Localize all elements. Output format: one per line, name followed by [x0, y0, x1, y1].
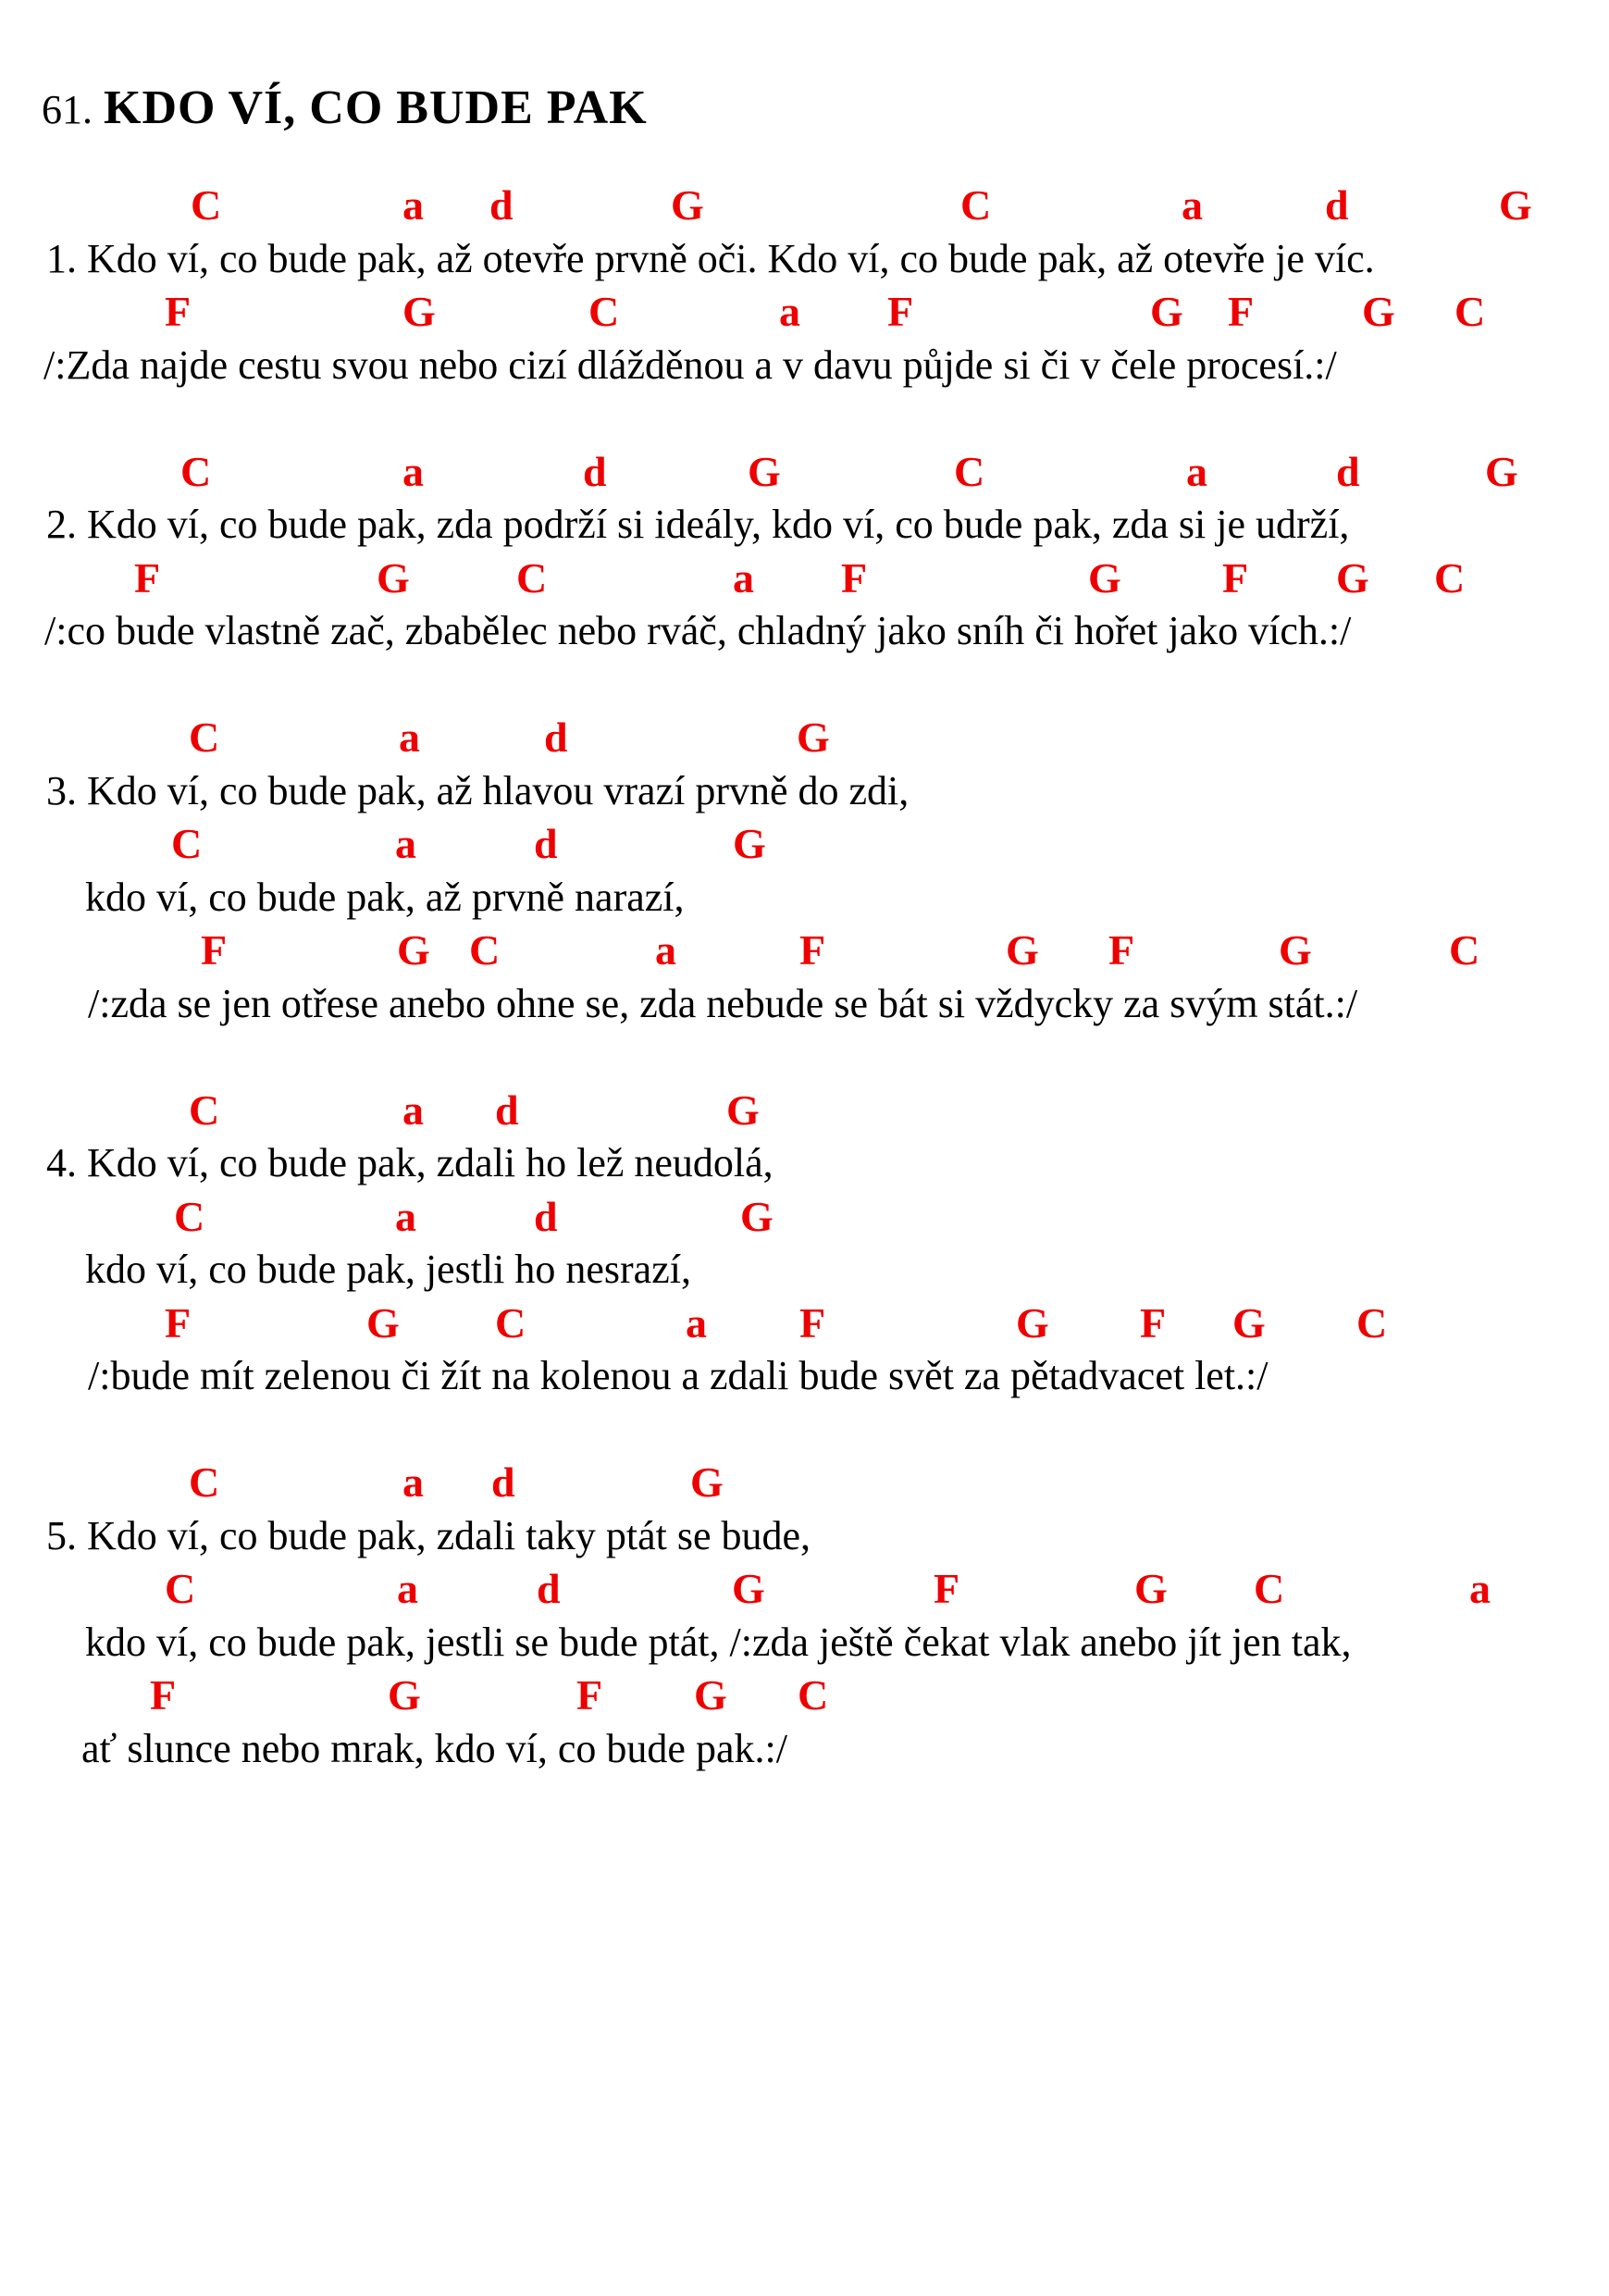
- chord-label: G: [366, 1298, 400, 1347]
- chord-label: a: [733, 553, 754, 602]
- chord-label: C: [588, 288, 620, 335]
- chord-label: G: [402, 288, 436, 335]
- chord-label: G: [1279, 926, 1312, 974]
- chord-label: C: [495, 1298, 526, 1347]
- chord-row: [0, 1456, 1609, 1509]
- chord-label: C: [191, 181, 222, 229]
- chord-label: G: [732, 1565, 765, 1612]
- chord-row: [0, 924, 1609, 977]
- chord-label: F: [799, 1298, 826, 1347]
- chord-row: [0, 1562, 1609, 1616]
- chord-label: d: [534, 820, 558, 867]
- chord-label: G: [1006, 926, 1039, 974]
- chord-row: [0, 179, 1609, 232]
- chord-row: [0, 445, 1609, 499]
- chord-label: a: [1469, 1565, 1491, 1612]
- chord-label: C: [1356, 1298, 1388, 1347]
- verse-gap: [0, 391, 1609, 445]
- chord-row: [0, 1190, 1609, 1244]
- chord-label: d: [495, 1086, 519, 1134]
- chord-label: G: [1499, 181, 1532, 229]
- chord-label: C: [174, 1192, 205, 1240]
- song-header: [0, 0, 1609, 135]
- chord-label: C: [180, 447, 212, 495]
- chord-label: d: [534, 1192, 558, 1240]
- chord-label: d: [1325, 181, 1349, 229]
- chord-label: a: [397, 1565, 418, 1612]
- chord-label: G: [1336, 553, 1369, 602]
- chord-label: F: [150, 1671, 177, 1719]
- chord-label: G: [1134, 1565, 1168, 1612]
- chord-label: C: [798, 1671, 829, 1719]
- chord-label: F: [165, 288, 192, 335]
- chord-label: G: [377, 553, 410, 602]
- chord-label: C: [516, 553, 548, 602]
- chord-label: d: [489, 181, 514, 229]
- chord-label: F: [799, 926, 826, 974]
- chord-row: [0, 285, 1609, 339]
- chord-label: F: [165, 1298, 192, 1347]
- lyric-line: /:co bude vlastně zač, zbabělec nebo rváč, chladný jako sníh či hořet jako vích.:/: [44, 608, 1352, 653]
- lyric-line: 4. Kdo ví, co bude pak, zdali ho lež neudolá,: [46, 1140, 774, 1185]
- chord-label: G: [388, 1671, 421, 1719]
- chord-label: G: [397, 926, 430, 974]
- chord-label: C: [171, 820, 203, 867]
- verse-gap: [0, 1403, 1609, 1457]
- lyric-line: /:Zda najde cestu svou nebo cizí dlážděnou a v davu půjde si či v čele procesí.:/: [43, 341, 1337, 388]
- chord-label: a: [402, 1086, 424, 1134]
- chord-label: G: [1088, 553, 1121, 602]
- lyric-line: /:zda se jen otřese anebo ohne se, zda nebude se bát si vždycky za svým stát.:/: [88, 980, 1358, 1026]
- chord-label: C: [1449, 926, 1480, 974]
- chord-label: G: [733, 820, 766, 867]
- chord-label: G: [1362, 288, 1395, 335]
- chord-row: [0, 817, 1609, 871]
- chord-label: a: [1186, 447, 1207, 495]
- song-number: 61.: [42, 87, 93, 132]
- lyric-line: kdo ví, co bude pak, až prvně narazí,: [85, 874, 685, 920]
- chord-label: G: [726, 1086, 760, 1134]
- chord-label: F: [1228, 288, 1255, 335]
- chord-label: G: [671, 181, 704, 229]
- chord-row: [0, 1084, 1609, 1137]
- chord-label: G: [797, 714, 830, 761]
- chord-label: C: [1434, 553, 1466, 602]
- chord-label: a: [399, 714, 420, 761]
- chord-label: F: [201, 926, 228, 974]
- chord-label: C: [189, 1458, 220, 1506]
- song-verses: [0, 179, 1609, 1775]
- lyric-line: /:bude mít zelenou či žít na kolenou a zdali bude svět za pětadvacet let.:/: [88, 1353, 1269, 1398]
- chord-label: a: [779, 288, 800, 335]
- chord-label: d: [1336, 447, 1360, 495]
- song-title: KDO VÍ, CO BUDE PAK: [104, 81, 648, 134]
- chord-label: G: [740, 1192, 774, 1240]
- chord-label: C: [954, 447, 985, 495]
- lyric-line: kdo ví, co bude pak, jestli se bude ptát, /:zda ještě čekat vlak anebo jít jen tak,: [85, 1619, 1352, 1665]
- chord-label: G: [690, 1458, 724, 1506]
- chord-label: G: [1150, 288, 1183, 335]
- chord-label: F: [134, 553, 161, 602]
- chord-label: G: [694, 1671, 727, 1719]
- chord-label: C: [189, 1086, 220, 1134]
- lyric-line: kdo ví, co bude pak, jestli ho nesrazí,: [85, 1247, 691, 1292]
- lyric-line: ať slunce nebo mrak, kdo ví, co bude pak.:/: [81, 1725, 787, 1771]
- chord-label: C: [1254, 1565, 1285, 1612]
- chord-label: F: [576, 1671, 603, 1719]
- chord-label: a: [395, 1192, 416, 1240]
- chord-label: a: [402, 1458, 424, 1506]
- lyric-line: 1. Kdo ví, co bude pak, až otevře prvně oči. Kdo ví, co bude pak, až otevře je víc.: [46, 235, 1375, 281]
- chord-row: [0, 1297, 1609, 1350]
- chord-label: C: [1454, 288, 1486, 335]
- chord-label: d: [583, 447, 607, 495]
- chord-label: C: [165, 1565, 196, 1612]
- chord-label: a: [1182, 181, 1203, 229]
- chord-label: F: [1108, 926, 1135, 974]
- verse-gap: [0, 658, 1609, 712]
- chord-label: a: [686, 1298, 707, 1347]
- lyric-line: 2. Kdo ví, co bude pak, zda podrží si ideály, kdo ví, co bude pak, zda si je udrží,: [46, 502, 1350, 547]
- chord-label: a: [655, 926, 676, 974]
- chord-label: G: [748, 447, 781, 495]
- chord-row: [0, 552, 1609, 605]
- lyric-line: 5. Kdo ví, co bude pak, zdali taky ptát se bude,: [46, 1512, 811, 1558]
- chord-label: C: [960, 181, 992, 229]
- song-number-spacer: [96, 111, 100, 127]
- lyric-line: 3. Kdo ví, co bude pak, až hlavou vrazí prvně do zdi,: [46, 767, 910, 813]
- chord-label: F: [887, 288, 914, 335]
- chord-label: d: [491, 1458, 515, 1506]
- chord-label: F: [934, 1565, 960, 1612]
- chord-label: a: [395, 820, 416, 867]
- chord-label: G: [1232, 1298, 1266, 1347]
- chord-label: F: [1140, 1298, 1167, 1347]
- chord-label: F: [1222, 553, 1249, 602]
- chord-label: a: [402, 181, 424, 229]
- chord-row: [0, 1669, 1609, 1722]
- chord-label: G: [1485, 447, 1518, 495]
- chord-label: F: [841, 553, 868, 602]
- chord-label: C: [469, 926, 501, 974]
- chord-row: [0, 711, 1609, 764]
- chord-label: d: [544, 714, 568, 761]
- chord-label: G: [1016, 1298, 1049, 1347]
- chord-label: a: [402, 447, 424, 495]
- chord-label: C: [189, 714, 220, 761]
- chord-label: d: [537, 1565, 561, 1612]
- verse-gap: [0, 1030, 1609, 1084]
